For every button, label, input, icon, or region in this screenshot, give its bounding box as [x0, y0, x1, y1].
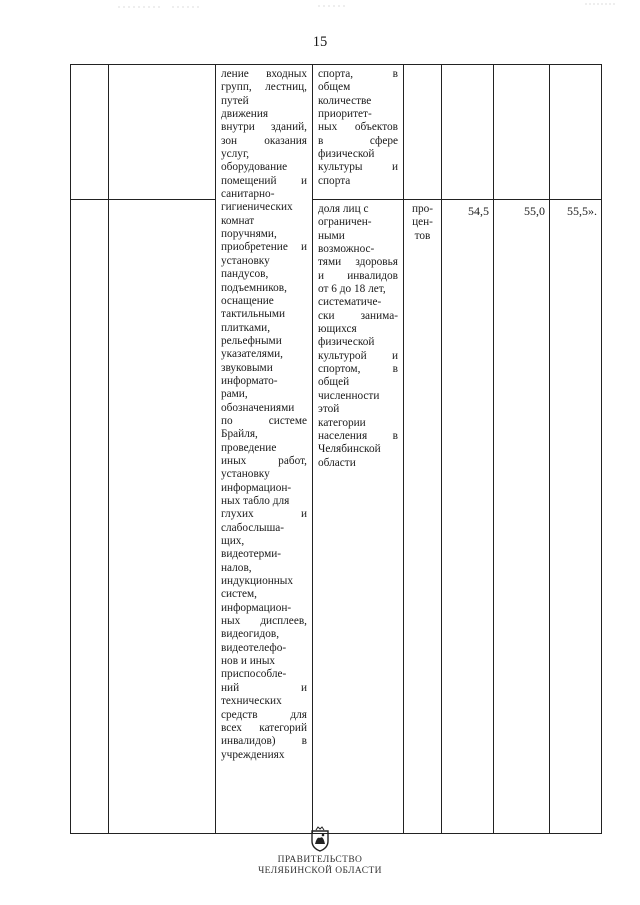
indicator-line: ющихся [318, 323, 357, 336]
description-line: Брайля, [221, 428, 258, 441]
cell-unit [404, 65, 442, 200]
table-row [71, 200, 602, 834]
cell-value-3 [550, 200, 602, 834]
cell-number [71, 200, 109, 834]
description-line: пандусов, [221, 268, 269, 281]
indicator-line: области [318, 456, 356, 469]
unit-line: цен- [412, 216, 433, 229]
description-line: щих, [221, 535, 245, 548]
description-line: индукционных [221, 575, 294, 588]
description-line: систем, [221, 588, 257, 601]
indicator-line: спорта [318, 174, 351, 187]
indicator-line: возможнос- [318, 243, 375, 256]
cell-indicator [313, 65, 404, 200]
description-line: всех категорий [221, 721, 307, 734]
description-line: слабослыша- [221, 521, 285, 534]
description-line: оснащение [221, 294, 274, 307]
value-2026: 55,5». [567, 204, 597, 218]
description-line: санитарно- [221, 188, 275, 201]
indicator-line: физической [318, 148, 375, 161]
description-line: помещений и [221, 174, 307, 187]
description-line: по системе [221, 414, 307, 427]
indicator-line: приоритет- [318, 108, 372, 121]
page-number: 15 [312, 34, 328, 50]
description-line: указателями, [221, 348, 283, 361]
indicator-line: численности [318, 389, 380, 402]
description-line: глухих и [221, 508, 307, 521]
indicator-line: спортом, в [318, 363, 398, 376]
description-line: видеотелефо- [221, 641, 287, 654]
description-line: ных табло для [221, 495, 290, 507]
description-line: подъемников, [221, 281, 287, 294]
government-name-line2: ЧЕЛЯБИНСКОЙ ОБЛАСТИ [258, 866, 382, 876]
unit-line: про- [411, 203, 434, 215]
indicator-line: ски занима- [318, 309, 398, 322]
indicator-line: общей [318, 376, 350, 389]
indicator-line: ных объектов [318, 121, 398, 134]
description-line: приспособле- [221, 668, 287, 681]
description-line: ний и [221, 681, 307, 694]
description-line: ных дисплеев, [221, 615, 307, 628]
indicator-line: физической [318, 336, 375, 349]
description-line: установку [221, 254, 270, 267]
cell-value-1 [442, 65, 494, 200]
description-line: приобретение и [221, 241, 307, 254]
description-line: групп, лестниц, [221, 81, 307, 94]
description-line: видеогидов, [221, 628, 280, 641]
value-2024: 54,5 [468, 204, 489, 218]
cell-unit [404, 200, 442, 834]
description-line: ление входных [221, 68, 307, 80]
indicator-line: тями здоровья [318, 256, 398, 269]
description-line: услуг, [221, 148, 250, 161]
indicator-line: от 6 до 18 лет, [318, 283, 386, 296]
indicator-line: общем [318, 81, 351, 94]
description-line: гигиенических [221, 201, 293, 214]
indicator-line: доля лиц с [318, 203, 369, 215]
description-line: комнат [221, 214, 255, 227]
indicator-line: культуры и [318, 161, 398, 174]
indicator-line: количестве [318, 94, 372, 107]
description-line: нов и иных [221, 655, 276, 668]
description-line: поручнями, [221, 228, 277, 241]
indicator-line: спорта, в [318, 68, 398, 80]
activity-description-text [216, 65, 312, 762]
table-row [71, 65, 602, 200]
description-line: инвалидов) в [221, 735, 307, 748]
indicator-line: ными [318, 229, 345, 242]
indicator-line: ограничен- [318, 216, 372, 229]
indicator-line: населения в [318, 429, 398, 442]
indicator-line: категории [318, 416, 366, 429]
indicator-line: культурой и [318, 349, 398, 362]
description-line: рельефными [221, 334, 282, 347]
cell-value-2 [494, 65, 550, 200]
cell-activity-description [216, 65, 313, 834]
indicator-text-2 [313, 200, 403, 470]
value-2025: 55,0 [524, 204, 545, 218]
cell-value-1 [442, 200, 494, 834]
description-line: звуковыми [221, 361, 273, 374]
cell-number [71, 65, 109, 200]
indicator-text-1 [313, 65, 403, 188]
description-line: оборудование [221, 161, 288, 174]
description-line: иных работ, [221, 454, 307, 467]
indicator-line: и инвалидов [318, 269, 398, 282]
description-line: видеотерми- [221, 548, 282, 561]
indicator-line: этой [318, 403, 340, 416]
coat-of-arms-icon [0, 826, 640, 857]
description-line: технических [221, 695, 282, 708]
description-line: рами, [221, 388, 248, 401]
cell-value-2 [494, 200, 550, 834]
description-line: проведение [221, 441, 277, 454]
cell-event-name [109, 200, 216, 834]
description-line: информацион- [221, 481, 292, 494]
description-line: установку [221, 468, 270, 481]
description-line: внутри зданий, [221, 121, 307, 134]
cell-indicator [313, 200, 404, 834]
description-line: движения [221, 108, 269, 121]
indicator-line: в сфере [318, 134, 398, 147]
indicator-line: Челябинской [318, 443, 381, 456]
description-line: тактильными [221, 308, 286, 321]
description-line: средств для [221, 708, 307, 721]
description-line: плитками, [221, 321, 271, 334]
scan-artifacts [0, 0, 640, 20]
cell-value-3 [550, 65, 602, 200]
description-line: учреждениях [221, 748, 285, 761]
description-line: обозначениями [221, 401, 295, 414]
unit-line: тов [414, 229, 431, 242]
program-table [70, 64, 602, 834]
unit-text [404, 200, 441, 243]
description-line: зон оказания [221, 134, 307, 147]
government-name-line1: ПРАВИТЕЛЬСТВО [277, 855, 363, 865]
description-line: информацион- [221, 601, 292, 614]
description-line: налов, [221, 561, 252, 574]
indicator-line: систематиче- [318, 296, 382, 309]
description-line: путей [221, 94, 249, 107]
description-line: информато- [221, 374, 278, 387]
cell-event-name [109, 65, 216, 200]
